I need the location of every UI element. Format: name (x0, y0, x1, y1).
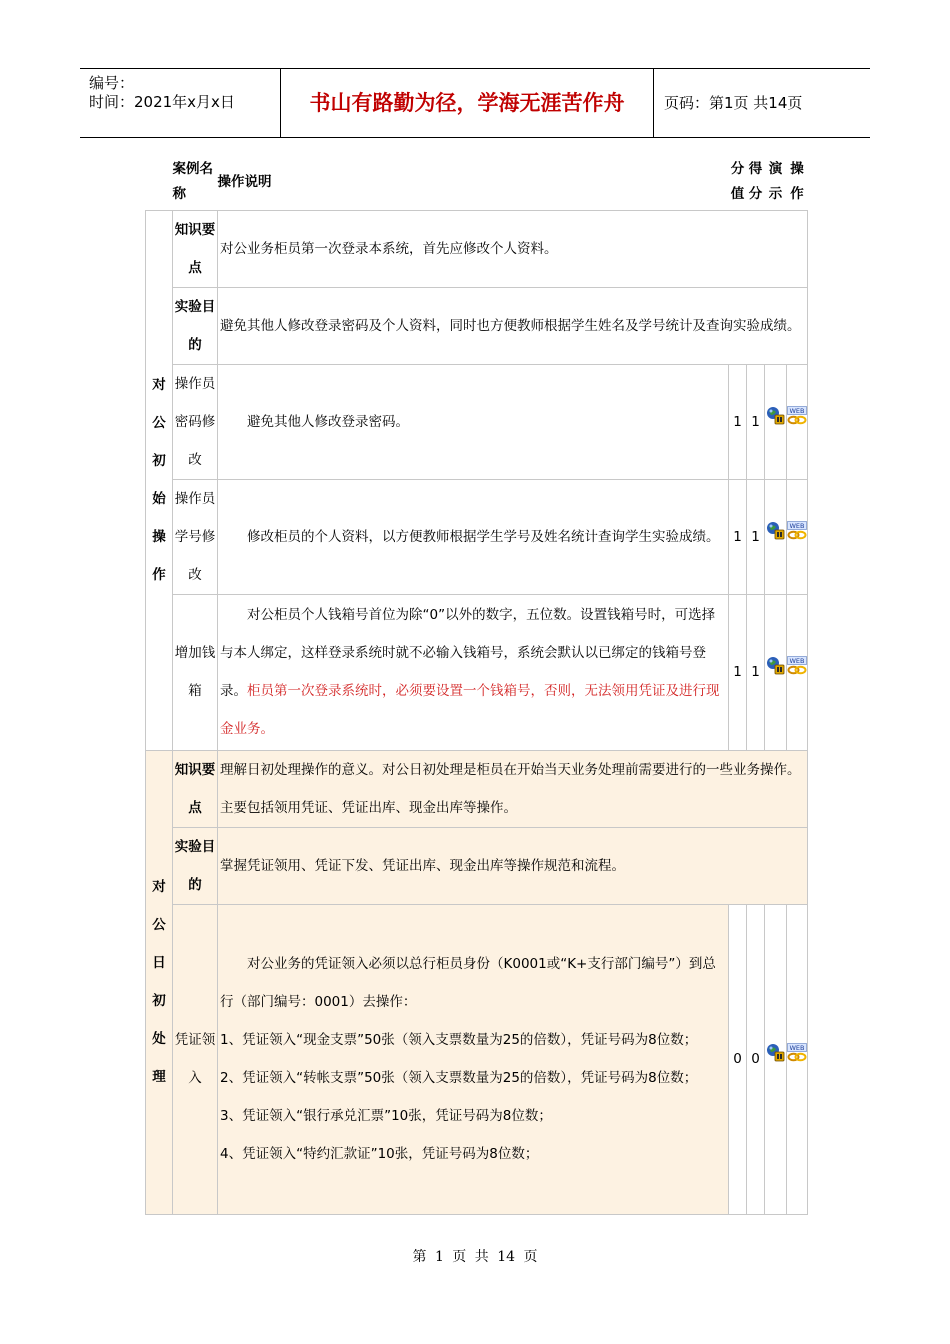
knowledge-text: 理解日初处理操作的意义。对公日初处理是柜员在开始当天业务处理前需要进行的一些业务操作。主要包括领用凭证、凭证出库、现金出库等操作。 (218, 750, 808, 827)
case-description-line: 1、凭证领入“现金支票”50张（领入支票数量为25的倍数），凭证号码为8位数； (220, 1032, 698, 1048)
case-got: 1 (747, 364, 765, 479)
svg-text:WEB: WEB (789, 1044, 805, 1052)
op-cell (787, 904, 808, 1214)
case-name: 操作员密码修改 (173, 364, 218, 479)
case-description (218, 594, 729, 750)
demo-cell (765, 904, 787, 1214)
case-got: 1 (747, 479, 765, 594)
op-cell (787, 594, 808, 750)
demo-cell (765, 364, 787, 479)
case-description-line: 2、凭证领入“转帐支票”50张（领入支票数量为25的倍数），凭证号码为8位数； (220, 1070, 698, 1086)
header-motto: 书山有路勤为径，学海无涯苦作舟 (281, 69, 654, 137)
table-row (146, 210, 808, 287)
serial-label: 编号： (89, 74, 135, 92)
table-header-row (146, 155, 808, 210)
table-row (146, 904, 808, 1214)
web-link-icon[interactable] (787, 403, 807, 441)
table-row (146, 750, 808, 827)
case-got: 1 (747, 594, 765, 750)
case-score: 1 (729, 479, 747, 594)
purpose-label: 实验目的 (173, 287, 218, 364)
case-name: 凭证领入 (173, 904, 218, 1214)
col-case-name: 案例名称 (172, 161, 213, 203)
globe-link-icon[interactable] (766, 653, 786, 691)
web-link-icon[interactable] (787, 518, 807, 556)
svg-text:WEB: WEB (789, 521, 805, 530)
page-footer: 第 1 页 共 14 页 (412, 1249, 538, 1265)
globe-link-icon[interactable] (766, 518, 786, 556)
demo-cell (765, 594, 787, 750)
case-name: 增加钱箱 (173, 594, 218, 750)
col-score: 分值 (730, 161, 745, 203)
table-row (146, 827, 808, 904)
col-op: 操作 (790, 161, 804, 203)
purpose-label: 实验目的 (173, 827, 218, 904)
case-name: 操作员学号修改 (173, 479, 218, 594)
case-table (145, 155, 808, 1215)
web-link-icon[interactable] (787, 653, 807, 691)
knowledge-text: 对公业务柜员第一次登录本系统，首先应修改个人资料。 (218, 210, 808, 287)
time-label: 时间：2021年x月x日 (89, 93, 235, 111)
group-name: 对公日初处理 (146, 750, 173, 1214)
globe-link-icon[interactable] (766, 403, 786, 441)
purpose-text: 掌握凭证领用、凭证下发、凭证出库、现金出库等操作规范和流程。 (218, 827, 808, 904)
svg-text:WEB: WEB (789, 406, 805, 415)
knowledge-label: 知识要点 (173, 750, 218, 827)
case-score: 1 (729, 594, 747, 750)
header-page-info: 页码：第1页 共14页 (664, 94, 803, 112)
table-row (146, 287, 808, 364)
case-description: 修改柜员的个人资料，以方便教师根据学生学号及姓名统计查询学生实验成绩。 (218, 479, 729, 594)
header-meta (80, 69, 281, 137)
table-row (146, 479, 808, 594)
table-row (146, 594, 808, 750)
case-score: 0 (729, 904, 747, 1214)
col-description: 操作说明 (217, 173, 272, 190)
col-demo: 演示 (768, 161, 783, 203)
svg-text:WEB: WEB (789, 657, 805, 665)
globe-link-icon[interactable] (766, 1040, 786, 1078)
group-name: 对公初始操作 (146, 210, 173, 750)
web-link-icon[interactable] (787, 1040, 807, 1078)
document-header (80, 68, 870, 138)
case-description-line: 4、凭证领入“特约汇款证”10张，凭证号码为8位数； (220, 1146, 539, 1162)
op-cell (787, 479, 808, 594)
case-description-intro: 对公业务的凭证领入必须以总行柜员身份（K0001或“K+支行部门编号”）到总行（部门编号：0001）去操作： (220, 956, 716, 1010)
case-description-warning: 柜员第一次登录系统时，必须要设置一个钱箱号，否则，无法领用凭证及进行现金业务。 (220, 683, 720, 737)
col-got: 得分 (748, 161, 763, 203)
table-row (146, 364, 808, 479)
purpose-text: 避免其他人修改登录密码及个人资料，同时也方便教师根据学生姓名及学号统计及查询实验成绩。 (218, 287, 808, 364)
case-description-main: 对公柜员个人钱箱号首位为除“0”以外的数字，五位数。设置钱箱号时，可选择与本人绑定，这样登录系统时就不必输入钱箱号，系统会默认以已绑定的钱箱号登录。 (220, 607, 716, 699)
case-got: 0 (747, 904, 765, 1214)
case-score: 1 (729, 364, 747, 479)
demo-cell (765, 479, 787, 594)
case-description: 避免其他人修改登录密码。 (218, 364, 729, 479)
op-cell (787, 364, 808, 479)
case-description-line: 3、凭证领入“银行承兑汇票”10张，凭证号码为8位数； (220, 1108, 552, 1124)
case-description (218, 904, 729, 1214)
knowledge-label: 知识要点 (173, 210, 218, 287)
